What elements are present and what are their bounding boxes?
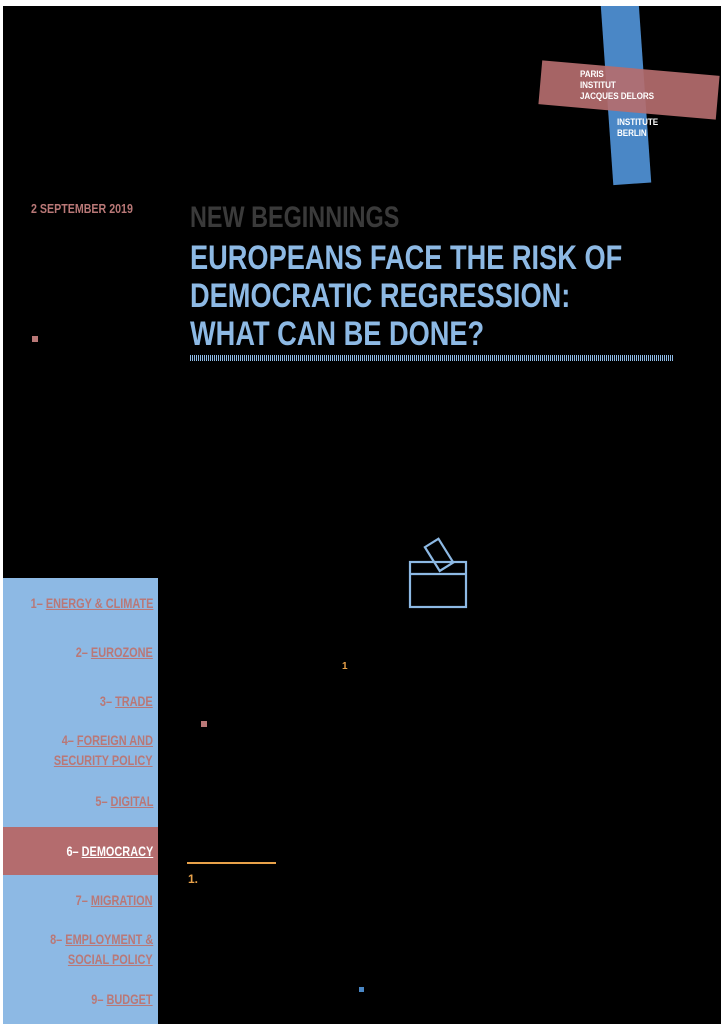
sidebar-item-label: TRADE (115, 693, 153, 709)
page-title-line-3: WHAT CAN BE DONE? (190, 315, 485, 353)
publication-date: 2 SEPTEMBER 2019 (31, 201, 133, 216)
sidebar-item-label: DEMOCRACY (81, 843, 153, 859)
sidebar-item-label-line2: SOCIAL POLICY (68, 951, 153, 967)
sidebar-item-number: 5– (94, 793, 111, 809)
title-underline (190, 355, 674, 361)
logo-text-jacques-delors: JACQUES DELORS (580, 91, 654, 101)
logo-text-berlin: BERLIN (617, 128, 647, 138)
sidebar-item-democracy[interactable] (3, 827, 158, 875)
sidebar-item-number: 1– (30, 595, 46, 611)
footnote-number: 1. (188, 872, 199, 886)
sidebar-item-label: DIGITAL (110, 793, 153, 809)
logo-text-institute: INSTITUTE (617, 117, 659, 127)
logo-rose-bar (538, 60, 719, 119)
sidebar-item-energy-climate[interactable] (3, 594, 158, 618)
sidebar-item-foreign-security[interactable] (3, 731, 158, 775)
sidebar-item-label: EUROZONE (91, 644, 153, 660)
sidebar-item-label: ENERGY & CLIMATE (45, 595, 153, 611)
footnote-divider (187, 862, 276, 864)
sidebar-item-number: 9– (91, 991, 107, 1007)
sidebar-item-migration[interactable] (3, 891, 158, 915)
blue-square-marker (359, 987, 364, 992)
logo-text-institut: INSTITUT (580, 80, 616, 90)
sidebar-item-number: 3– (100, 693, 116, 709)
sidebar-item-number: 7– (76, 892, 92, 908)
sidebar-item-number: 4– (61, 732, 77, 748)
sidebar-item-label: FOREIGN AND (76, 732, 153, 748)
sidebar-item-employment-social[interactable] (3, 930, 158, 974)
sidebar-item-digital[interactable] (3, 792, 158, 816)
sidebar-item-label: MIGRATION (91, 892, 153, 908)
sidebar-item-trade[interactable] (3, 692, 158, 716)
series-kicker: NEW BEGINNINGS (190, 201, 400, 234)
sidebar-item-number: 2– (75, 644, 92, 660)
logo-text-paris: PARIS (580, 69, 604, 79)
document-page (3, 6, 721, 1024)
rose-square-marker (32, 336, 38, 342)
page-title-line-1: EUROPEANS FACE THE RISK OF (190, 239, 623, 277)
ballot-box-icon (407, 534, 469, 612)
sidebar-item-budget[interactable] (3, 990, 158, 1014)
sidebar-item-label: EMPLOYMENT & (65, 931, 153, 947)
sidebar-item-label-line2: SECURITY POLICY (54, 752, 153, 768)
page-title-line-2: DEMOCRATIC REGRESSION: (190, 277, 571, 315)
sidebar-item-number: 6– (66, 843, 82, 859)
sidebar-item-number: 8– (49, 931, 66, 947)
institute-logo (3, 6, 721, 206)
series-sidebar (3, 578, 158, 1024)
sidebar-item-label: BUDGET (106, 991, 153, 1007)
footnote-reference[interactable]: 1 (342, 661, 348, 672)
sidebar-item-eurozone[interactable] (3, 643, 158, 667)
rose-square-marker (201, 721, 207, 727)
